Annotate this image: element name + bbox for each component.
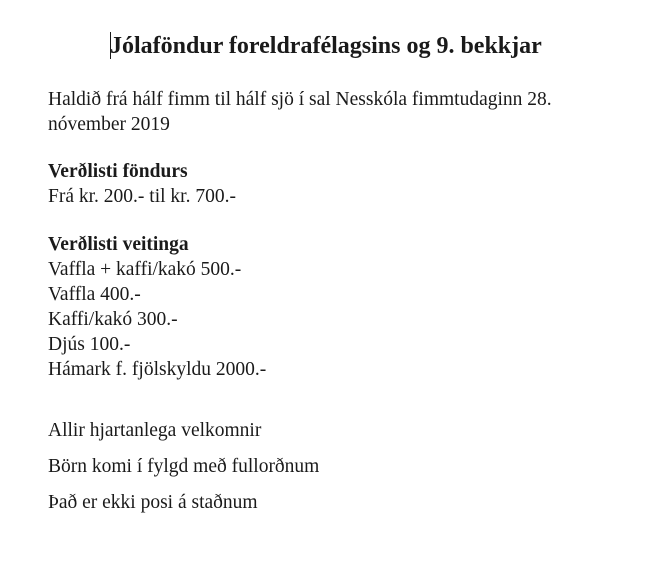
no-card-terminal-note: Það er ekki posi á staðnum <box>48 492 258 513</box>
refreshments-price-line: Vaffla 400.- <box>48 284 141 305</box>
craft-price-heading: Verðlisti föndurs <box>48 161 188 182</box>
refreshments-price-line: Djús 100.- <box>48 334 131 355</box>
craft-price-list <box>48 159 236 209</box>
welcome-note: Allir hjartanlega velkomnir <box>48 420 262 441</box>
refreshments-price-heading: Verðlisti veitinga <box>48 234 189 255</box>
refreshments-price-list <box>48 232 266 382</box>
children-note: Börn komi í fylgd með fullorðnum <box>48 456 320 477</box>
refreshments-price-line: Kaffi/kakó 300.- <box>48 309 178 330</box>
refreshments-price-line: Hámark f. fjölskyldu 2000.- <box>48 359 267 380</box>
refreshments-price-line: Vaffla + kaffi/kakó 500.- <box>48 259 242 280</box>
intro-paragraph: Haldið frá hálf fimm til hálf sjö í sal Nesskóla fimmtudaginn 28. nóvember 2019 <box>48 89 552 135</box>
document-title: Jólaföndur foreldrafélagsins og 9. bekkjar <box>110 33 542 59</box>
craft-price-line: Frá kr. 200.- til kr. 700.- <box>48 186 236 207</box>
